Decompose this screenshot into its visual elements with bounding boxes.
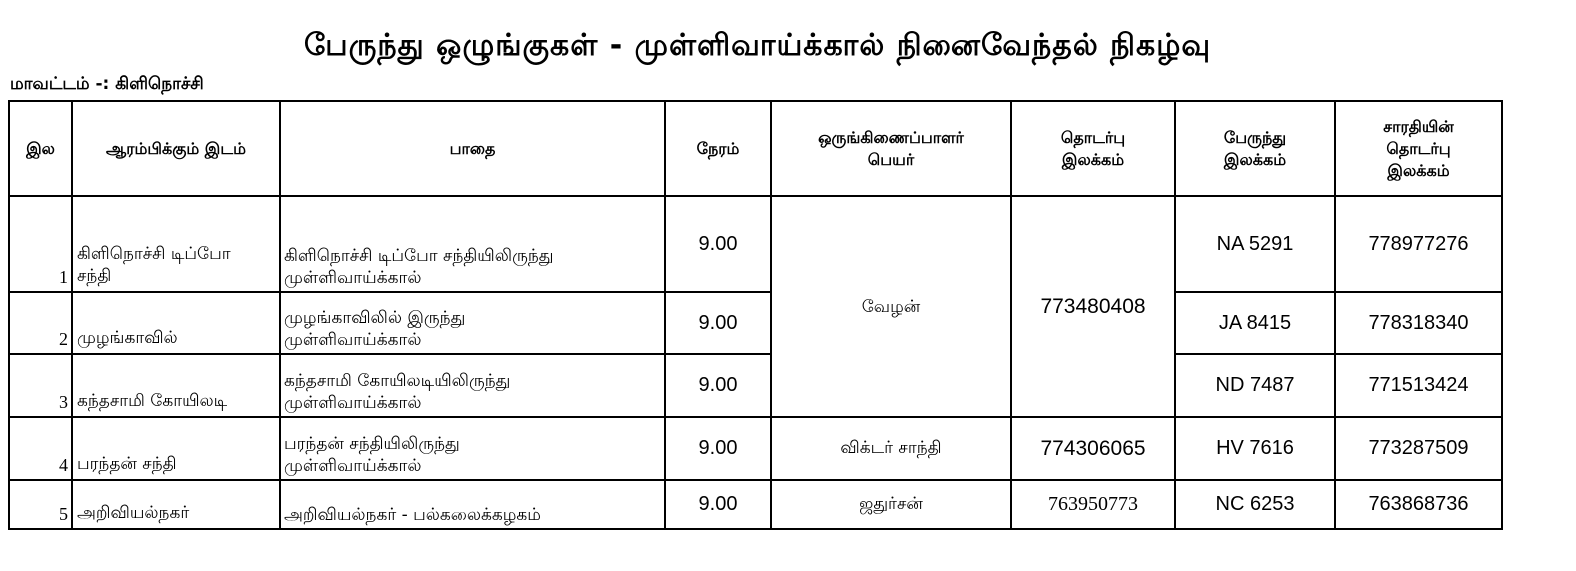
bus-schedule-table [8,100,1503,530]
header-coordinator: ஒருங்கிணைப்பாளர் பெயர் [771,101,1011,196]
bus-number: JA 8415 [1175,292,1335,354]
contact-number: 763950773 [1011,480,1175,529]
driver-contact: 778977276 [1335,196,1502,292]
page-title: பேருந்து ஒழுங்குகள் - முள்ளிவாய்க்கால் நினைவேந்தல் நிகழ்வு [303,28,1212,63]
bus-number: NC 6253 [1175,480,1335,529]
table-row [9,196,1502,292]
driver-contact: 773287509 [1335,417,1502,480]
route: முழங்காவிலில் இருந்து முள்ளிவாய்க்கால் [280,292,665,354]
table-row [9,354,1502,417]
time: 9.00 [665,196,771,292]
header-contact: தொடர்பு இலக்கம் [1011,101,1175,196]
header-start: ஆரம்பிக்கும் இடம் [72,101,280,196]
driver-contact: 763868736 [1335,480,1502,529]
table-row [9,417,1502,480]
start-place: அறிவியல்நகர் [72,480,280,529]
route: கந்தசாமி கோயிலடியிலிருந்து முள்ளிவாய்க்கால் [280,354,665,417]
time: 9.00 [665,292,771,354]
driver-contact: 778318340 [1335,292,1502,354]
time: 9.00 [665,354,771,417]
bus-number: ND 7487 [1175,354,1335,417]
route: கிளிநொச்சி டிப்போ சந்தியிலிருந்து முள்ளிவாய்க்கால் [280,196,665,292]
coordinator-name: ஜதுர்சன் [771,480,1011,529]
header-driver: சாரதியின் தொடர்பு இலக்கம் [1335,101,1502,196]
row-number: 3 [9,354,72,417]
header-route: பாதை [280,101,665,196]
contact-number: 773480408 [1011,196,1175,417]
driver-contact: 771513424 [1335,354,1502,417]
start-place: பரந்தன் சந்தி [72,417,280,480]
start-place: முழங்காவில் [72,292,280,354]
route: அறிவியல்நகர் - பல்கலைக்கழகம் [280,480,665,529]
header-bus: பேருந்து இலக்கம் [1175,101,1335,196]
coordinator-name: விக்டர் சாந்தி [771,417,1011,480]
time: 9.00 [665,417,771,480]
route: பரந்தன் சந்தியிலிருந்து முள்ளிவாய்க்கால் [280,417,665,480]
header-row [9,101,1502,196]
district-label: மாவட்டம் -: கிளிநொச்சி [10,74,204,94]
bus-number: NA 5291 [1175,196,1335,292]
bus-number: HV 7616 [1175,417,1335,480]
start-place: கிளிநொச்சி டிப்போ சந்தி [72,196,280,292]
row-number: 2 [9,292,72,354]
coordinator-name: வேழன் [771,196,1011,417]
table-row [9,292,1502,354]
row-number: 1 [9,196,72,292]
header-no: இல [9,101,72,196]
row-number: 5 [9,480,72,529]
header-time: நேரம் [665,101,771,196]
contact-number: 774306065 [1011,417,1175,480]
time: 9.00 [665,480,771,529]
row-number: 4 [9,417,72,480]
start-place: கந்தசாமி கோயிலடி [72,354,280,417]
table-row [9,480,1502,529]
